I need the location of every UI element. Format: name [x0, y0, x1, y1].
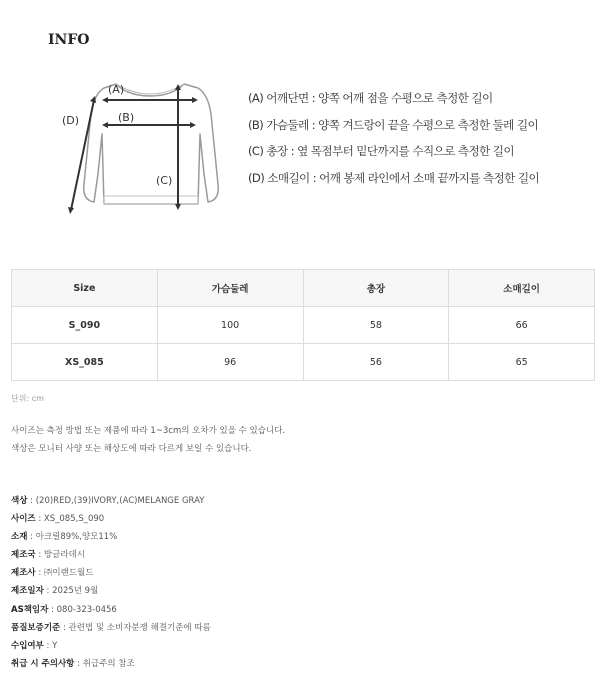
- table-row: [12, 307, 595, 344]
- spec-value: 080-323-0456: [56, 604, 117, 615]
- spec-value: 아크릴89%,양모11%: [35, 532, 118, 543]
- label-d: (D): [62, 114, 80, 127]
- legend-item-d: (D) 소매길이 : 어깨 봉제 라인에서 소매 끝까지를 측정한 길이: [248, 170, 540, 185]
- table-header-row: [12, 270, 595, 307]
- spec-label: 취급 시 주의사항: [11, 658, 75, 669]
- size-table: [11, 269, 595, 381]
- spec-label: AS책임자: [11, 604, 49, 615]
- spec-row-as-contact: AS책임자 : 080-323-0456: [11, 604, 117, 615]
- sweater-neck: [116, 84, 184, 94]
- spec-label: 제조사: [11, 568, 36, 579]
- spec-label: 제조국: [11, 550, 36, 561]
- spec-value: (20)RED,(39)IVORY,(AC)MELANGE GRAY: [35, 496, 205, 506]
- spec-row-size: 사이즈 : XS_085,S_090: [11, 514, 105, 525]
- spec-row-material: 소재 : 아크릴89%,양모11%: [11, 532, 118, 543]
- label-a: (A): [108, 83, 125, 96]
- spec-label: 품질보증기준: [11, 622, 61, 633]
- spec-row-color: 색상 : (20)RED,(39)IVORY,(AC)MELANGE GRAY: [11, 496, 205, 506]
- spec-value: Y: [52, 640, 58, 651]
- spec-row-quality: 품질보증기준 : 관련법 및 소비자분쟁 해결기준에 따름: [11, 622, 211, 633]
- cell-sleeve: 66: [449, 307, 595, 344]
- header-chest: 가슴둘레: [157, 270, 303, 307]
- header-sleeve: 소매길이: [449, 270, 595, 307]
- cell-size: XS_085: [12, 344, 158, 381]
- measurement-legend: [248, 90, 539, 196]
- header-size: Size: [12, 270, 158, 307]
- spec-value: XS_085,S_090: [43, 514, 105, 525]
- spec-value: 2025년 9월: [52, 586, 99, 597]
- note-line: 사이즈는 측정 방법 또는 제품에 따라 1~3cm의 오차가 있을 수 있습니다.: [11, 426, 286, 436]
- header-length: 총장: [303, 270, 449, 307]
- spec-value: 관련법 및 소비자분쟁 해결기준에 따름: [68, 622, 211, 633]
- table-row: [12, 344, 595, 381]
- spec-row-date: 제조일자 : 2025년 9월: [11, 586, 99, 597]
- cell-length: 58: [303, 307, 449, 344]
- legend-item-b: (B) 가슴둘레 : 양쪽 겨드랑이 끝을 수평으로 측정한 둘레 길이: [248, 117, 539, 132]
- legend-item-a: (A) 어깨단면 : 양쪽 어깨 점을 수평으로 측정한 길이: [248, 91, 493, 105]
- unit-note: 단위: cm: [11, 394, 44, 403]
- spec-row-manufacturer: 제조사 : ㈜이랜드월드: [11, 568, 94, 579]
- spec-label: 사이즈: [11, 514, 36, 525]
- cell-sleeve: 65: [449, 344, 595, 381]
- spec-value: 취급주의 참조: [82, 658, 135, 669]
- sweater-outline: [84, 84, 219, 204]
- size-notes: [11, 422, 285, 458]
- spec-row-country: 제조국 : 방글라데시: [11, 550, 85, 561]
- page-title: INFO: [48, 32, 90, 48]
- cell-length: 56: [303, 344, 449, 381]
- note-line: 색상은 모니터 사양 또는 해상도에 따라 다르게 보일 수 있습니다.: [11, 444, 252, 454]
- cell-size: S_090: [12, 307, 158, 344]
- sweater-measurement-diagram: [58, 74, 228, 224]
- label-c: (C): [156, 174, 173, 187]
- cell-chest: 96: [157, 344, 303, 381]
- spec-value: 방글라데시: [43, 550, 85, 561]
- spec-label: 제조일자: [11, 586, 44, 597]
- sweater-hem: [104, 196, 198, 204]
- spec-label: 소재: [11, 532, 28, 543]
- spec-row-care: 취급 시 주의사항 : 취급주의 참조: [11, 658, 135, 669]
- legend-item-c: (C) 총장 : 옆 목점부터 밑단까지를 수직으로 측정한 길이: [248, 144, 514, 158]
- spec-row-import: 수입여부 : Y: [11, 640, 58, 651]
- product-specs: [11, 494, 211, 675]
- label-b: (B): [118, 111, 135, 124]
- spec-label: 수입여부: [11, 640, 44, 651]
- spec-label: 색상: [11, 496, 28, 506]
- cell-chest: 100: [157, 307, 303, 344]
- spec-value: ㈜이랜드월드: [43, 568, 94, 579]
